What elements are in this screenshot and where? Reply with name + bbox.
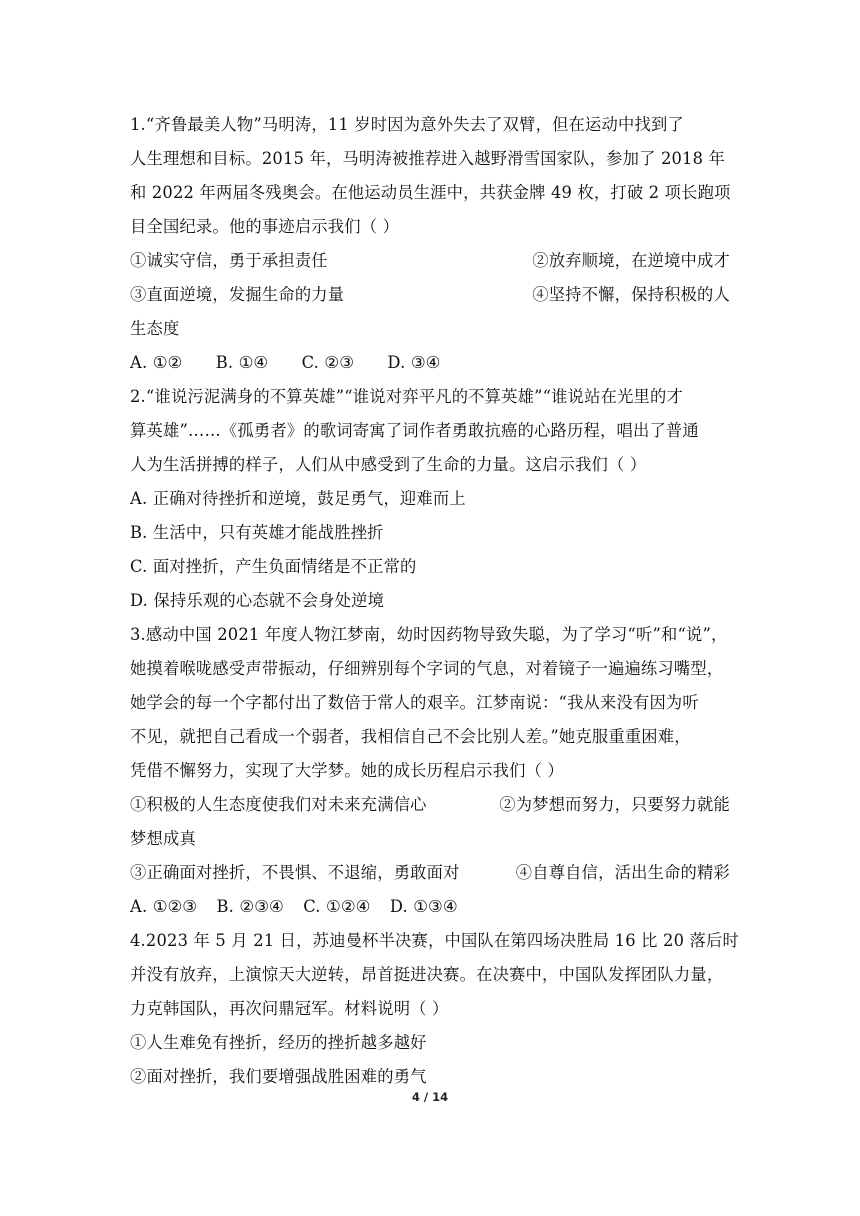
q1-stem-line-3: 和 2022 年两届冬残奥会。在他运动员生涯中，共获金牌 49 枚，打破 2 项长跑项	[130, 183, 731, 202]
q4-stem-line-2: 并没有放弃，上演惊天大逆转，昂首挺进决赛。在决赛中，中国队发挥团队力量，	[130, 965, 724, 984]
q1-stem-line-1: 1.“齐鲁最美人物”马明涛，11 岁时因为意外失去了双臂，但在运动中找到了	[130, 115, 684, 134]
q1-items-row-1	[130, 244, 730, 278]
q3-items-row-1	[130, 788, 730, 822]
q3-options	[130, 890, 730, 924]
q1-stem-line-2: 人生理想和目标。2015 年，马明涛被推荐进入越野滑雪国家队，参加了 2018 年	[130, 149, 726, 168]
q2-option-c: C. 面对挫折，产生负面情绪是不正常的	[130, 557, 417, 576]
q2-stem-line-3: 人为生活拼搏的样子，人们从中感受到了生命的力量。这启示我们（ ）	[130, 455, 647, 474]
q3-option-a: A. ①②③	[130, 897, 198, 916]
q1-item-4: ④坚持不懈，保持积极的人	[532, 285, 730, 304]
q3-stem-line-3: 她学会的每一个字都付出了数倍于常人的艰辛。江梦南说：“我从来没有因为听	[130, 693, 699, 712]
q3-stem-line-5: 凭借不懈努力，实现了大学梦。她的成长历程启示我们（ ）	[130, 761, 564, 780]
q4-stem-line-3: 力克韩国队，再次问鼎冠军。材料说明（ ）	[130, 999, 449, 1018]
q3-option-b: B. ②③④	[216, 897, 284, 916]
q2-option-d: D. 保持乐观的心态就不会身处逆境	[130, 591, 385, 610]
q4-item-2: ②面对挫折，我们要增强战胜困难的勇气	[130, 1067, 427, 1086]
q2-stem-line-1: 2.“谁说污泥满身的不算英雄”“谁说对弈平凡的不算英雄”“谁说站在光里的才	[130, 387, 683, 406]
q2-option-a: A. 正确对待挫折和逆境，鼓足勇气，迎难而上	[130, 489, 466, 508]
q2-option-b: B. 生活中，只有英雄才能战胜挫折	[130, 523, 384, 542]
q3-option-d: D. ①③④	[389, 897, 458, 916]
q3-option-c: C. ①②④	[303, 897, 371, 916]
q3-item-2-continued: 梦想成真	[130, 829, 196, 848]
q3-item-3: ③正确面对挫折，不畏惧、不退缩，勇敢面对	[130, 863, 460, 882]
q4-stem-line-1: 4.2023 年 5 月 21 日，苏迪曼杯半决赛，中国队在第四场决胜局 16 比 20 落后时	[130, 931, 739, 950]
q3-items-row-2	[130, 856, 730, 890]
q1-option-a: A. ①②	[130, 353, 183, 372]
q4-item-1: ①人生难免有挫折，经历的挫折越多越好	[130, 1033, 427, 1052]
q3-item-2: ②为梦想而努力，只要努力就能	[499, 795, 730, 814]
q3-item-4: ④自尊自信，活出生命的精彩	[515, 863, 730, 882]
q1-option-b: B. ①④	[215, 353, 269, 372]
q3-stem-line-2: 她摸着喉咙感受声带振动，仔细辨别每个字词的气息，对着镜子一遍遍练习嘴型，	[130, 659, 724, 678]
page-content	[130, 108, 739, 1094]
q1-item-3: ③直面逆境，发掘生命的力量	[130, 285, 345, 304]
page-number: 4 / 14	[411, 1090, 449, 1104]
q3-stem-line-4: 不见，就把自己看成一个弱者，我相信自己不会比别人差。”她克服重重困难，	[130, 727, 691, 746]
q1-option-c: C. ②③	[301, 353, 355, 372]
q1-items-row-2	[130, 278, 730, 312]
q1-item-4-continued: 生态度	[130, 319, 180, 338]
q1-stem-line-4: 目全国纪录。他的事迹启示我们（ ）	[130, 217, 400, 236]
q1-item-2: ②放弃顺境，在逆境中成才	[532, 251, 730, 270]
q2-stem-line-2: 算英雄”……《孤勇者》的歌词寄寓了词作者勇敢抗癌的心路历程，唱出了普通	[130, 421, 699, 440]
q3-item-1: ①积极的人生态度使我们对未来充满信心	[130, 795, 427, 814]
q1-options	[130, 346, 730, 380]
q3-stem-line-1: 3.感动中国 2021 年度人物江梦南，幼时因药物导致失聪，为了学习“听”和“说”，	[130, 625, 728, 644]
q1-option-d: D. ③④	[387, 353, 441, 372]
q1-item-1: ①诚实守信，勇于承担责任	[130, 251, 328, 270]
